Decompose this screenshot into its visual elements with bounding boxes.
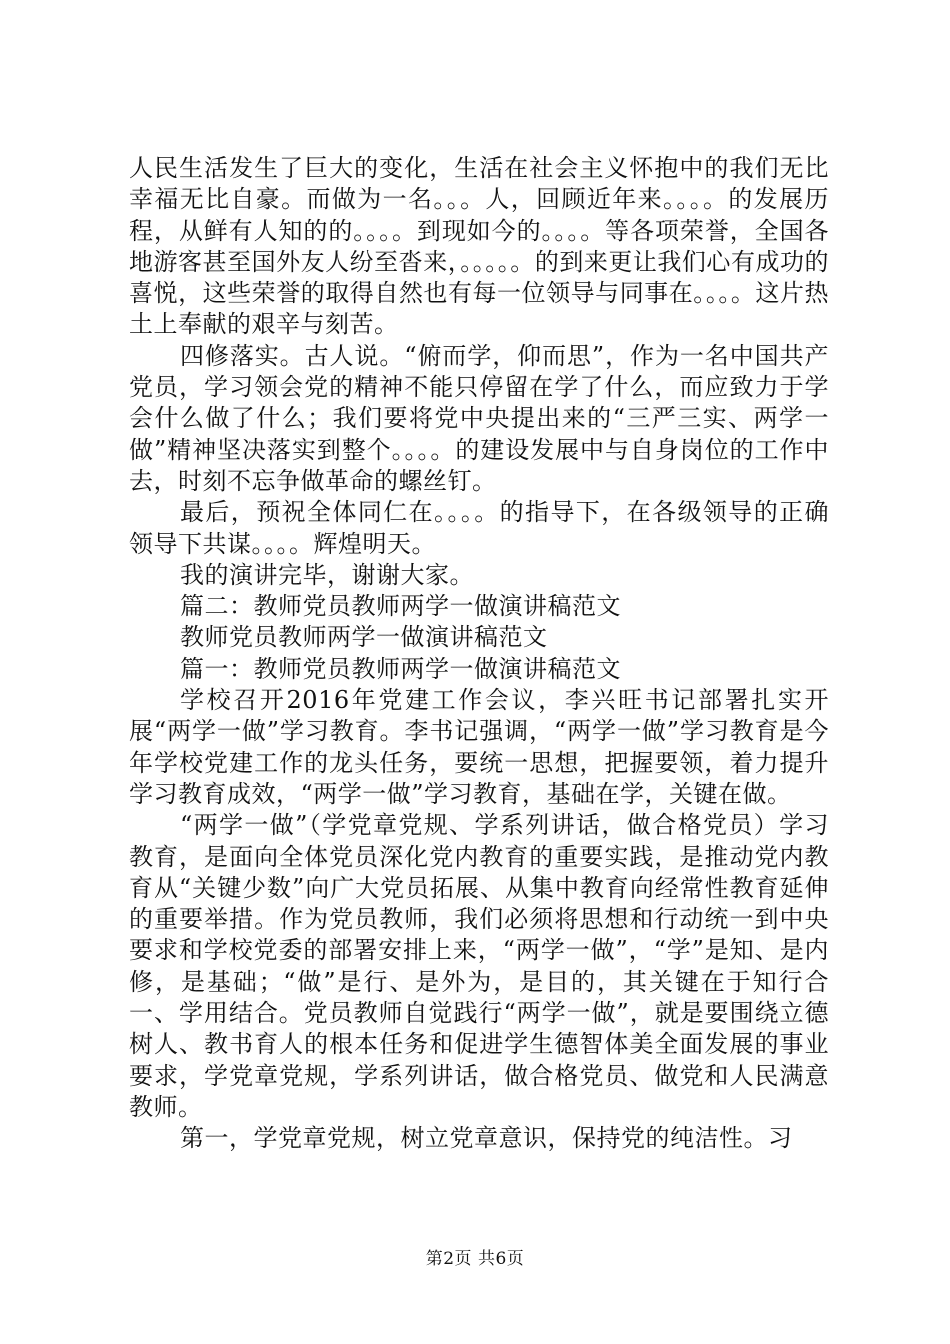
paragraph-7: 第一，学党章党规，树立党章意识，保持党的纯洁性。习 — [180, 1124, 793, 1153]
paragraph-4: 我的演讲完毕，谢谢大家。 — [180, 560, 474, 589]
paragraph-5: 学校召开2016年党建工作会议，李兴旺书记部署扎实开展“两学一做”学习教育。李书记强调，“两学一做”学习教育是今年学校党建工作的龙头任务，要统一思想，把握要领，着力提升学习教育成效，“两学一做”学习教育，基础在学，关键在做。 — [129, 686, 829, 808]
paragraph-3: 最后，预祝全体同仁在。。。。的指导下，在各级领导的正确领导下共谋。。。。辉煌明天。 — [129, 498, 829, 558]
section-heading-2: 篇二：教师党员教师两学一做演讲稿范文 — [180, 592, 621, 621]
section-heading-1: 篇一：教师党员教师两学一做演讲稿范文 — [180, 654, 621, 683]
page-number: 第2页 共6页 — [425, 1249, 525, 1269]
paragraph-2: 四修落实。古人说。“俯而学，仰而思”，作为一名中国共产党员，学习领会党的精神不能只停留在学了什么，而应致力于学会什么做了什么；我们要将党中央提出来的“三严三实、两学一做”精神坚决落实到整个。。。。的建设发展中与自身岗位的工作中去，时刻不忘争做革命的螺丝钉。 — [129, 341, 829, 495]
paragraph-6: “两学一做”（学党章党规、学系列讲话，做合格党员）学习教育，是面向全体党员深化党内教育的重要实践，是推动党内教育从“关键少数”向广大党员拓展、从集中教育向经常性教育延伸的重要举措。作为党员教师，我们必须将思想和行动统一到中央要求和学校党委的部署安排上来，“两学一做”，“学”是知、是内修，是基础；“做”是行、是外为，是目的，其关键在于知行合一、学用结合。党员教师自觉践行“两学一做”，就是要围绕立德树人、教书育人的根本任务和促进学生德智体美全面发展的事业要求，学党章党规，学系列讲话，做合格党员、做党和人民满意教师。 — [129, 811, 829, 1121]
paragraph-1: 人民生活发生了巨大的变化，生活在社会主义怀抱中的我们无比幸福无比自豪。而做为一名。。。人，回顾近年来。。。。的发展历程，从鲜有人知的的。。。。到现如今的。。。。等各项荣誉，全国各地游客甚至国外友人纷至沓来，。。。。。的到来更让我们心有成功的喜悦，这些荣誉的取得自然也有每一位领导与同事在。。。。这片热土上奉献的艰辛与刻苦。 — [129, 154, 829, 339]
article-title: 教师党员教师两学一做演讲稿范文 — [180, 623, 548, 652]
document-body — [129, 153, 829, 1155]
